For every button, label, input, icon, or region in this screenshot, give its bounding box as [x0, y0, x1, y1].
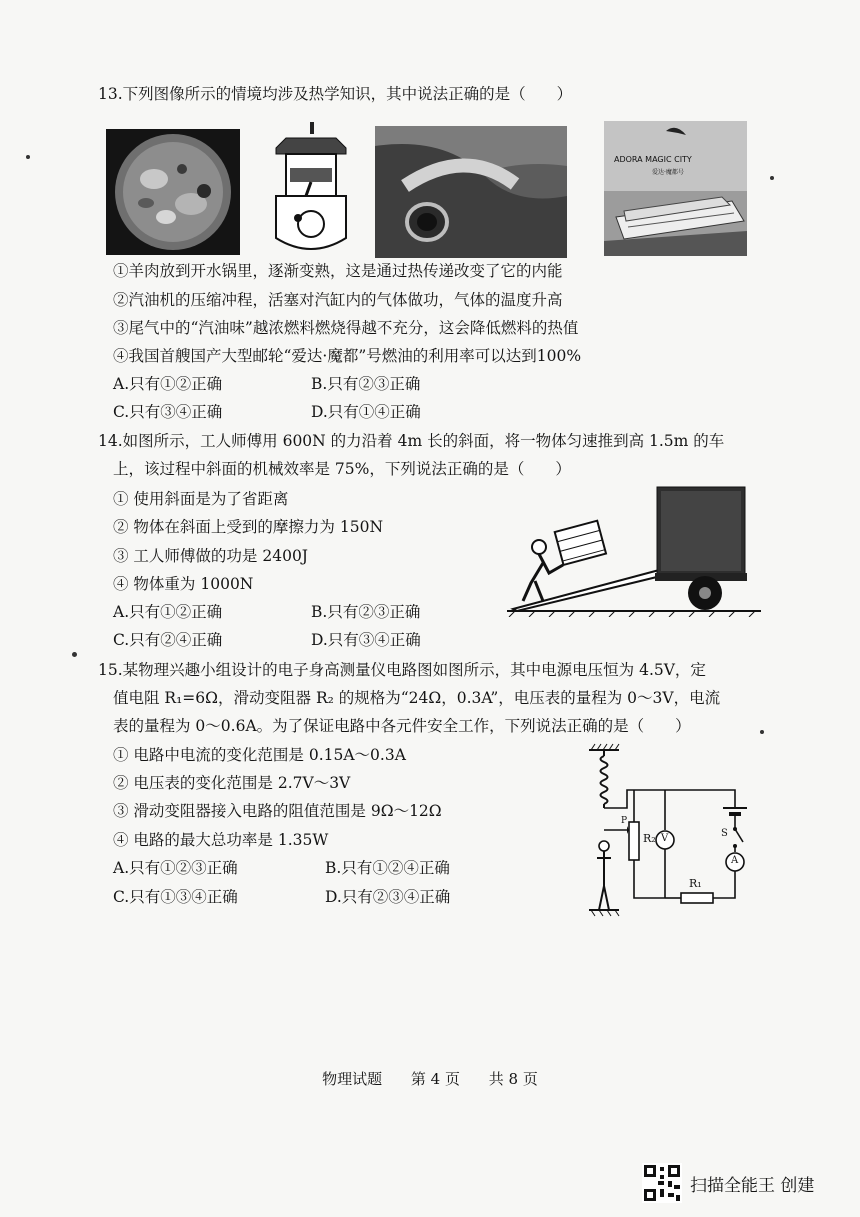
q15-item-4: ④ 电路的最大总功率是 1.35W — [113, 831, 329, 849]
q13-item-4: ④我国首艘国产大型邮轮“爱达·魔都”号燃油的利用率可以达到100% — [113, 347, 582, 365]
footer-total: 共 8 页 — [488, 1070, 538, 1088]
label-r1: R₁ — [689, 877, 702, 890]
q14-option-b[interactable]: B.只有②③正确 — [311, 603, 421, 621]
label-s: S — [721, 828, 728, 839]
ship-caption-en: ADORA MAGIC CITY — [614, 155, 692, 164]
scanner-watermark — [642, 1163, 814, 1203]
q15-item-2: ② 电压表的变化范围是 2.7V～3V — [113, 774, 351, 792]
q14-option-d[interactable]: D.只有③④正确 — [311, 631, 421, 649]
q13-item-3: ③尾气中的“汽油味”越浓燃料燃烧得越不充分，这会降低燃料的热值 — [113, 319, 579, 337]
incline-truck-diagram — [505, 485, 763, 617]
q14-item-4: ④ 物体重为 1000N — [113, 575, 254, 593]
scan-speck — [26, 155, 30, 159]
q15-stem-line1: 15.某物理兴趣小组设计的电子身高测量仪电路图如图所示，其中电源电压恒为 4.5V，定 — [98, 661, 706, 679]
footer-page: 第 4 页 — [410, 1070, 460, 1088]
exhaust-pipe-image — [375, 126, 567, 258]
scan-speck — [72, 652, 77, 657]
q13-option-c[interactable]: C.只有③④正确 — [113, 403, 223, 421]
footer-subject: 物理试题 — [322, 1070, 383, 1088]
qr-code-icon — [642, 1163, 682, 1203]
q15-stem-line3: 表的量程为 0～0.6A。为了保证电路中各元件安全工作，下列说法正确的是（ ） — [113, 717, 691, 735]
q14-item-3: ③ 工人师傅做的功是 2400J — [113, 547, 309, 565]
q13-option-b[interactable]: B.只有②③正确 — [311, 375, 421, 393]
q15-item-3: ③ 滑动变阻器接入电路的阻值范围是 9Ω～12Ω — [113, 802, 442, 820]
label-p: P — [621, 816, 628, 826]
q14-stem-line2: 上，该过程中斜面的机械效率是 75%，下列说法正确的是（ ） — [113, 460, 571, 478]
q15-stem-line2: 值电阻 R₁=6Ω，滑动变阻器 R₂ 的规格为“24Ω，0.3A”，电压表的量程为 0～3V，电流 — [113, 689, 721, 707]
q15-option-c[interactable]: C.只有①③④正确 — [113, 888, 238, 906]
q15-item-1: ① 电路中电流的变化范围是 0.15A～0.3A — [113, 746, 406, 764]
q13-item-1: ①羊肉放到开水锅里，逐渐变熟，这是通过热传递改变了它的内能 — [113, 262, 563, 280]
q14-option-a[interactable]: A.只有①②正确 — [113, 603, 223, 621]
q14-option-c[interactable]: C.只有②④正确 — [113, 631, 223, 649]
label-v: V — [661, 833, 669, 844]
q13-stem: 13.下列图像所示的情境均涉及热学知识，其中说法正确的是（ ） — [98, 85, 573, 103]
q13-option-d[interactable]: D.只有①④正确 — [311, 403, 421, 421]
watermark-text: 扫描全能王 创建 — [690, 1175, 815, 1196]
cruise-ship-image — [604, 121, 747, 256]
q15-option-a[interactable]: A.只有①②③正确 — [113, 859, 238, 877]
q14-item-1: ① 使用斜面是为了省距离 — [113, 490, 289, 508]
height-meter-circuit — [585, 742, 750, 918]
ship-caption-cn: 爱达·魔都号 — [652, 169, 684, 176]
engine-diagram — [266, 120, 356, 256]
label-r2: R₂ — [643, 832, 656, 845]
scan-speck — [770, 176, 774, 180]
page-footer — [0, 1068, 860, 1089]
lamb-pot-image — [106, 129, 240, 255]
scan-speck — [760, 730, 764, 734]
label-a: A — [731, 855, 739, 866]
q13-option-a[interactable]: A.只有①②正确 — [113, 375, 223, 393]
q15-option-b[interactable]: B.只有①②④正确 — [325, 859, 450, 877]
q15-option-d[interactable]: D.只有②③④正确 — [325, 888, 451, 906]
q14-stem-line1: 14.如图所示，工人师傅用 600N 的力沿着 4m 长的斜面，将一物体匀速推到高 1.5m 的车 — [98, 432, 725, 450]
q13-item-2: ②汽油机的压缩冲程，活塞对汽缸内的气体做功，气体的温度升高 — [113, 291, 563, 309]
q14-item-2: ② 物体在斜面上受到的摩擦力为 150N — [113, 518, 384, 536]
